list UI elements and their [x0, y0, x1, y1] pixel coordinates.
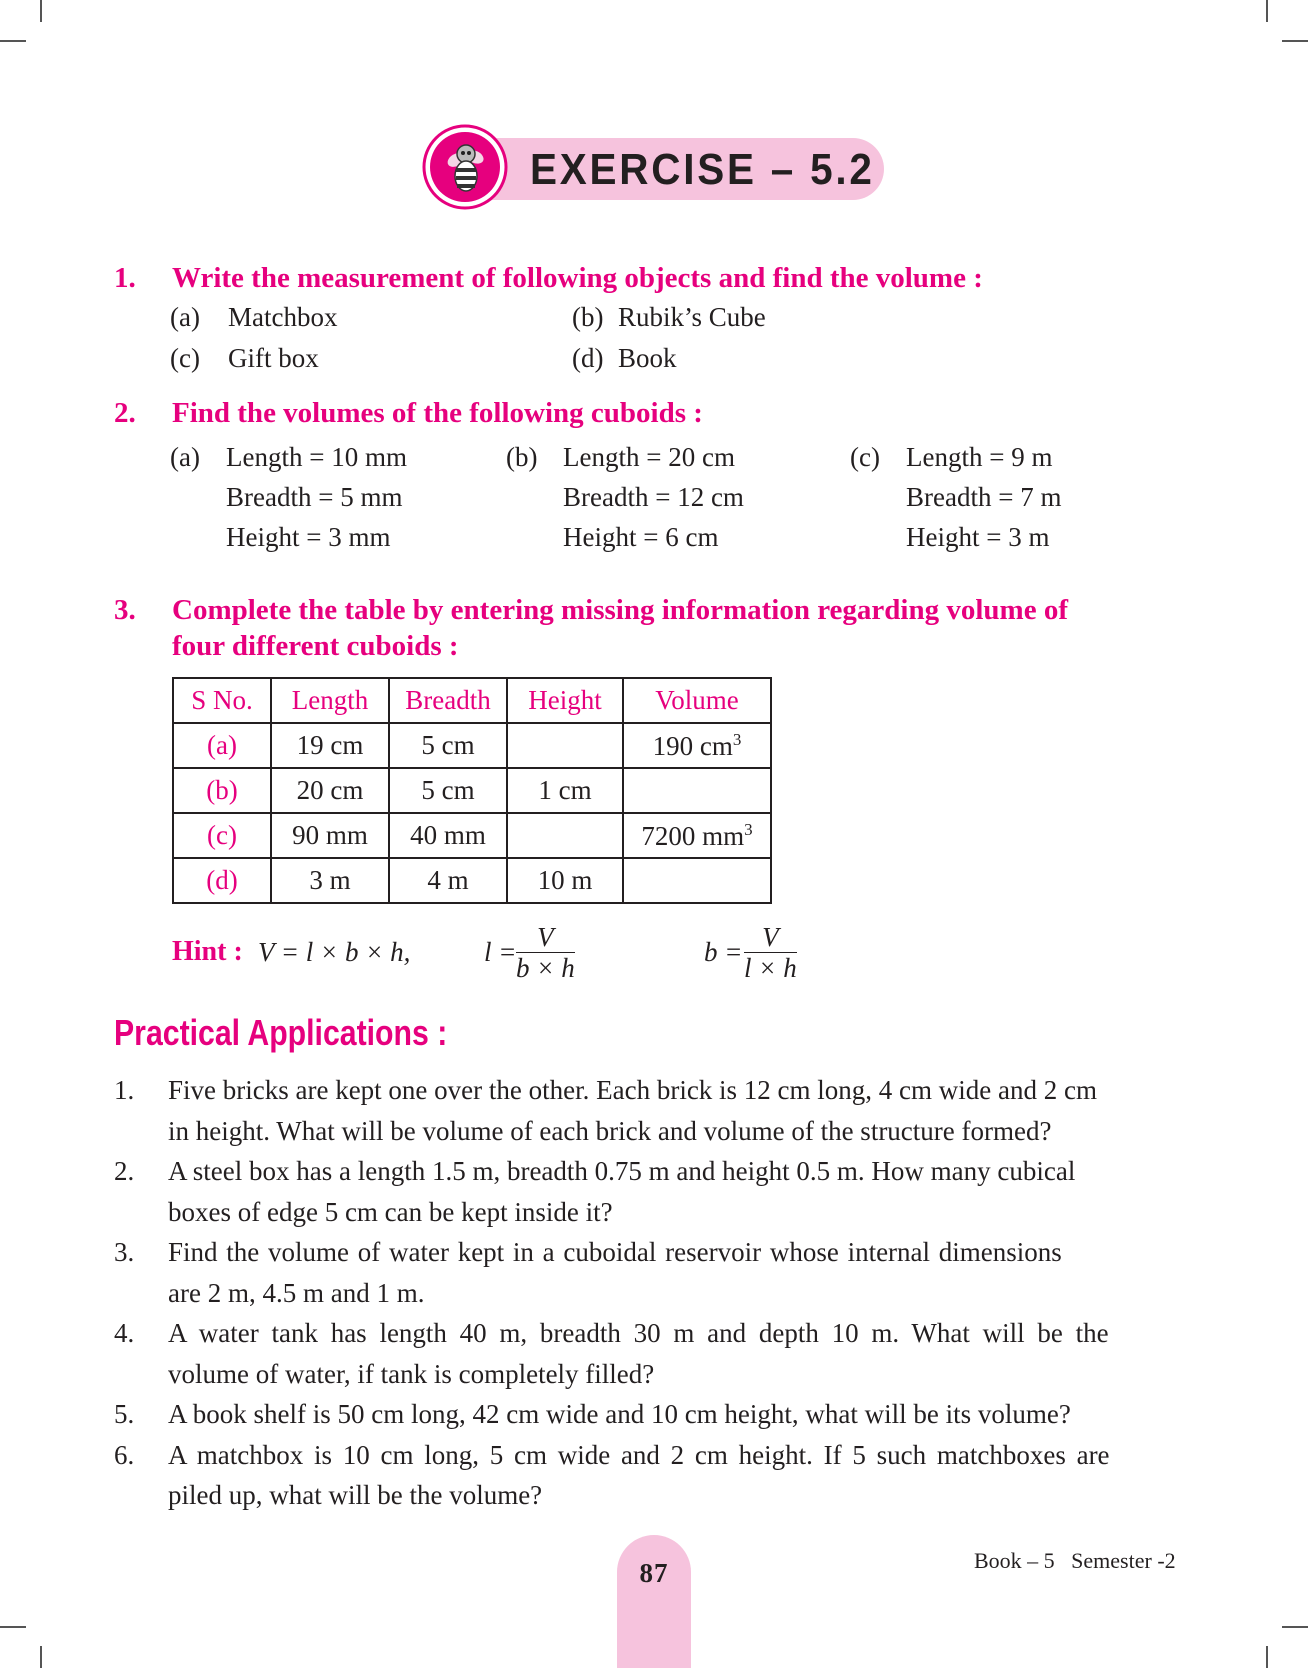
- item-line: volume of water, if tank is completely filled?: [168, 1358, 655, 1389]
- q2-length: Length = 9 m: [906, 442, 1053, 472]
- table-cell-length: 20 cm: [271, 768, 389, 813]
- exercise-title: EXERCISE – 5.2: [530, 145, 875, 194]
- table-cell-volume: [623, 768, 771, 813]
- table-cell-length: 19 cm: [271, 723, 389, 768]
- table-cell-sn: (d): [173, 858, 271, 903]
- fraction-numerator: V: [516, 922, 575, 953]
- practical-heading: Practical Applications :: [114, 1012, 448, 1053]
- q2-height: Height = 3 mm: [226, 522, 391, 552]
- q3-number: 3.: [114, 594, 136, 626]
- q1-item-text: Rubik’s Cube: [618, 302, 766, 332]
- q2-number: 2.: [114, 397, 136, 429]
- item-number: 6.: [114, 1439, 135, 1470]
- q2-height: Height = 3 m: [906, 522, 1050, 552]
- q3-title-line1: Complete the table by entering missing information regarding volume of: [172, 594, 1068, 626]
- volume-value: 190 cm: [652, 730, 733, 761]
- book-info: Book – 5 Semester -2: [974, 1548, 1176, 1573]
- fraction-denominator: l × h: [744, 953, 797, 983]
- list-item: [114, 1232, 1194, 1313]
- list-item: [114, 1313, 1194, 1394]
- item-line: Find the volume of water kept in a cuboidal reservoir whose internal dimensions: [168, 1237, 1062, 1267]
- q2-breadth: Breadth = 5 mm: [226, 482, 403, 512]
- table-cell-breadth: 4 m: [389, 858, 507, 903]
- hint: [172, 922, 872, 990]
- q2-breadth: Breadth = 7 m: [906, 482, 1062, 512]
- q3-title-line2: four different cuboids :: [172, 630, 459, 662]
- volume-table: [172, 677, 772, 904]
- q1-item-label: (b): [572, 302, 604, 332]
- hint-l-fraction: [516, 922, 575, 983]
- hint-l-lhs: l =: [484, 937, 517, 967]
- practical-list: [114, 1070, 1194, 1516]
- item-number: 3.: [114, 1237, 135, 1267]
- table-header: Length: [271, 678, 389, 723]
- table-cell-height: 10 m: [507, 858, 623, 903]
- q1-item-text: Book: [618, 343, 677, 373]
- item-line: piled up, what will be the volume?: [168, 1480, 543, 1510]
- volume-exponent: 3: [732, 729, 742, 749]
- item-line: A book shelf is 50 cm long, 42 cm wide and 10 cm height, what will be its volume?: [168, 1399, 1071, 1429]
- item-number: 5.: [114, 1399, 135, 1429]
- table-row: [173, 723, 771, 768]
- crop-mark: [1266, 1646, 1268, 1668]
- volume-exponent: 3: [744, 819, 753, 839]
- table-row: [173, 858, 771, 903]
- crop-mark: [1282, 40, 1308, 42]
- list-item: [114, 1151, 1194, 1232]
- item-line: are 2 m, 4.5 m and 1 m.: [168, 1277, 425, 1308]
- item-line: A matchbox is 10 cm long, 5 cm wide and 2 cm height. If 5 such matchboxes are: [168, 1439, 1110, 1470]
- table-header-row: [173, 678, 771, 723]
- list-item: [114, 1070, 1194, 1151]
- q2-item-label: (b): [506, 442, 538, 472]
- item-line: Five bricks are kept one over the other. Each brick is 12 cm long, 4 cm wide and 2 cm: [168, 1075, 1097, 1105]
- q2-title: Find the volumes of the following cuboids :: [172, 397, 703, 429]
- item-line: A water tank has length 40 m, breadth 30 m and depth 10 m. What will be the: [168, 1318, 1109, 1348]
- q2-item-label: (c): [850, 442, 880, 472]
- crop-mark: [40, 1646, 42, 1668]
- table-header: Volume: [623, 678, 771, 723]
- fraction-denominator: b × h: [516, 953, 575, 983]
- table-header: S No.: [173, 678, 271, 723]
- item-number: 2.: [114, 1156, 135, 1186]
- crop-mark: [1282, 1626, 1308, 1628]
- q1-title: Write the measurement of following objects and find the volume :: [172, 262, 983, 294]
- q1-item-text: Matchbox: [228, 302, 338, 332]
- table-cell-breadth: 5 cm: [389, 723, 507, 768]
- q1-item-label: (c): [170, 343, 200, 373]
- q2-length: Length = 10 mm: [226, 442, 407, 472]
- q1-number: 1.: [114, 262, 136, 294]
- list-item: [114, 1394, 1194, 1435]
- table-cell-breadth: 40 mm: [389, 813, 507, 858]
- bee-mascot-icon: [422, 124, 508, 210]
- crop-mark: [40, 0, 42, 22]
- q1-item-label: (d): [572, 343, 604, 373]
- table-cell-sn: (c): [173, 813, 271, 858]
- table-row: [173, 813, 771, 858]
- table-cell-sn: (a): [173, 723, 271, 768]
- table-row: [173, 768, 771, 813]
- q2-item-label: (a): [170, 442, 200, 472]
- fraction-numerator: V: [744, 922, 797, 953]
- hint-b-fraction: [744, 922, 797, 983]
- item-number: 4.: [114, 1318, 135, 1348]
- q2-breadth: Breadth = 12 cm: [563, 482, 744, 512]
- table-header: Breadth: [389, 678, 507, 723]
- crop-mark: [0, 40, 26, 42]
- table-cell-length: 90 mm: [271, 813, 389, 858]
- table-cell-sn: (b): [173, 768, 271, 813]
- table-cell-volume: [623, 813, 771, 858]
- page-number-tab: [617, 1535, 691, 1668]
- list-item: [114, 1435, 1194, 1516]
- page-number: 87: [639, 1558, 669, 1588]
- table-cell-height: [507, 813, 623, 858]
- q2-length: Length = 20 cm: [563, 442, 735, 472]
- table-cell-height: [507, 723, 623, 768]
- table-cell-breadth: 5 cm: [389, 768, 507, 813]
- item-line: boxes of edge 5 cm can be kept inside it?: [168, 1196, 613, 1227]
- hint-label: Hint :: [172, 936, 243, 967]
- table-cell-height: 1 cm: [507, 768, 623, 813]
- crop-mark: [0, 1626, 26, 1628]
- q1-item-label: (a): [170, 302, 200, 332]
- item-number: 1.: [114, 1075, 135, 1105]
- item-line: in height. What will be volume of each brick and volume of the structure formed?: [168, 1115, 1052, 1146]
- hint-formula: V = l × b × h,: [258, 937, 411, 967]
- crop-mark: [1266, 0, 1268, 22]
- table-cell-volume: [623, 723, 771, 768]
- table-cell-length: 3 m: [271, 858, 389, 903]
- table-cell-volume: [623, 858, 771, 903]
- hint-b-lhs: b =: [704, 937, 743, 967]
- table-header: Height: [507, 678, 623, 723]
- volume-value: 7200 mm: [641, 820, 745, 851]
- item-line: A steel box has a length 1.5 m, breadth 0.75 m and height 0.5 m. How many cubical: [168, 1156, 1076, 1186]
- q2-height: Height = 6 cm: [563, 522, 719, 552]
- q1-item-text: Gift box: [228, 343, 319, 373]
